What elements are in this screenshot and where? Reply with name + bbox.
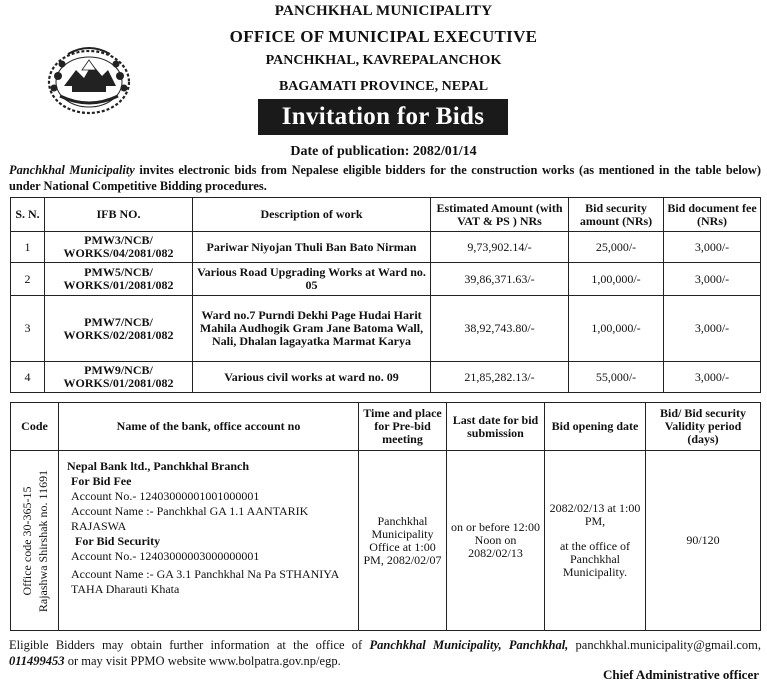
- office-name: OFFICE OF MUNICIPAL EXECUTIVE: [229, 27, 538, 46]
- cell-sn: 4: [11, 362, 45, 393]
- cell-description: Various civil works at ward no. 09: [193, 362, 431, 393]
- cell-opening-date: [545, 451, 646, 631]
- nepal-emblem-icon: [38, 36, 140, 120]
- col-bank-account: Name of the bank, office account no: [59, 403, 359, 451]
- col-estimated-amount: Estimated Amount (with VAT & PS ) NRs: [431, 198, 569, 232]
- col-document-fee: Bid document fee (NRs): [664, 198, 761, 232]
- bank-table-header: [11, 403, 761, 451]
- revenue-head-number: Rajashwa Shirshak no. 11691: [35, 469, 50, 612]
- col-description: Description of work: [193, 198, 431, 232]
- municipality-name: PANCHKHAL MUNICIPALITY: [274, 3, 493, 19]
- cell-ifb: PMW7/NCB/ WORKS/02/2081/082: [45, 296, 193, 362]
- cell-sn: 2: [11, 263, 45, 296]
- col-sn: S. N.: [11, 198, 45, 232]
- cell-amount: 38,92,743.80/-: [431, 296, 569, 362]
- office-code-vertical: [19, 469, 51, 611]
- cell-security: 25,000/-: [569, 232, 664, 263]
- footer-email: panchkhal.municipality@gmail.com,: [568, 638, 761, 652]
- intro-text: invites electronic bids from Nepalese eligible bidders for the construction works (as mentioned in the table below) under National Competitive Bidding procedures.: [9, 163, 761, 193]
- cell-last-date: on or before 12:00 Noon on 2082/02/13: [447, 451, 545, 631]
- fee-account-name: Account Name :- Panchkhal GA 1.1 AANTARIK RAJASWA: [71, 504, 309, 533]
- cell-security: 1,00,000/-: [569, 296, 664, 362]
- invitation-banner: Invitation for Bids: [258, 99, 508, 135]
- col-ifb: IFB NO.: [45, 198, 193, 232]
- cell-description: Pariwar Niyojan Thuli Ban Bato Nirman: [193, 232, 431, 263]
- publication-date: Date of publication: 2082/01/14: [290, 144, 477, 159]
- col-last-date: Last date for bid submission: [447, 403, 545, 451]
- cell-sn: 1: [11, 232, 45, 263]
- col-validity: Bid/ Bid security Validity period (days): [646, 403, 761, 451]
- cell-office-code: [11, 451, 59, 631]
- table-row: [11, 296, 761, 362]
- table-row: [11, 263, 761, 296]
- col-prebid-meeting: Time and place for Pre-bid meeting: [359, 403, 447, 451]
- address-line: PANCHKHAL, KAVREPALANCHOK: [265, 53, 502, 68]
- office-code: Office code 30-365-15: [19, 485, 34, 596]
- cell-ifb: PMW9/NCB/ WORKS/01/2081/082: [45, 362, 193, 393]
- footer-phone: 011499453: [9, 654, 65, 668]
- security-title: For Bid Security: [75, 534, 161, 548]
- footer-office: Panchkhal Municipality, Panchkhal,: [369, 638, 569, 652]
- footer-text-3: or may visit PPMO website www.bolpatra.gov.np/egp.: [64, 654, 341, 668]
- signature-title: Chief Administrative officer: [603, 667, 759, 682]
- fee-title: For Bid Fee: [71, 474, 132, 488]
- bank-name: Nepal Bank ltd., Panchkhal Branch: [67, 459, 250, 473]
- cell-description: Various Road Upgrading Works at Ward no. 05: [193, 263, 431, 296]
- opening-place: at the office of Panchkhal Municipality.: [559, 539, 631, 579]
- cell-validity: 90/120: [646, 451, 761, 631]
- cell-fee: 3,000/-: [664, 296, 761, 362]
- security-account-name: Account Name :- GA 3.1 Panchkhal Na Pa STHANIYA TAHA Dharauti Khata: [71, 567, 339, 596]
- footer-text-1: Eligible Bidders may obtain further information at the office of: [9, 638, 370, 652]
- col-bid-security: Bid security amount (NRs): [569, 198, 664, 232]
- security-account-no: Account No.- 12403000003000000001: [71, 549, 260, 563]
- footer-paragraph: [9, 637, 761, 669]
- bank-details-row: [11, 451, 761, 631]
- bank-details-table: [10, 402, 761, 631]
- cell-amount: 21,85,282.13/-: [431, 362, 569, 393]
- province-line: BAGAMATI PROVINCE, NEPAL: [278, 79, 489, 94]
- cell-ifb: PMW3/NCB/ WORKS/04/2081/082: [45, 232, 193, 263]
- cell-prebid-meeting: Panchkhal Municipality Office at 1:00 PM, 2082/02/07: [359, 451, 447, 631]
- cell-bank-info: [59, 451, 359, 631]
- table-row: [11, 362, 761, 393]
- intro-entity: Panchkhal Municipality: [9, 163, 135, 177]
- bids-table: [10, 197, 761, 393]
- cell-fee: 3,000/-: [664, 232, 761, 263]
- cell-security: 55,000/-: [569, 362, 664, 393]
- col-code: Code: [11, 403, 59, 451]
- col-opening-date: Bid opening date: [545, 403, 646, 451]
- cell-security: 1,00,000/-: [569, 263, 664, 296]
- cell-description: Ward no.7 Purndi Dekhi Page Hudai Harit Mahila Audhogik Gram Jane Batoma Wall, Nali, Dhalan lagayatka Marmat Karya: [193, 296, 431, 362]
- cell-ifb: PMW5/NCB/ WORKS/01/2081/082: [45, 263, 193, 296]
- bids-table-header: [11, 198, 761, 232]
- cell-fee: 3,000/-: [664, 263, 761, 296]
- cell-sn: 3: [11, 296, 45, 362]
- cell-fee: 3,000/-: [664, 362, 761, 393]
- fee-account-no: Account No.- 12403000001001000001: [71, 489, 260, 503]
- cell-amount: 9,73,902.14/-: [431, 232, 569, 263]
- intro-paragraph: [9, 162, 761, 194]
- cell-amount: 39,86,371.63/-: [431, 263, 569, 296]
- opening-time: 2082/02/13 at 1:00 PM,: [549, 501, 641, 528]
- table-row: [11, 232, 761, 263]
